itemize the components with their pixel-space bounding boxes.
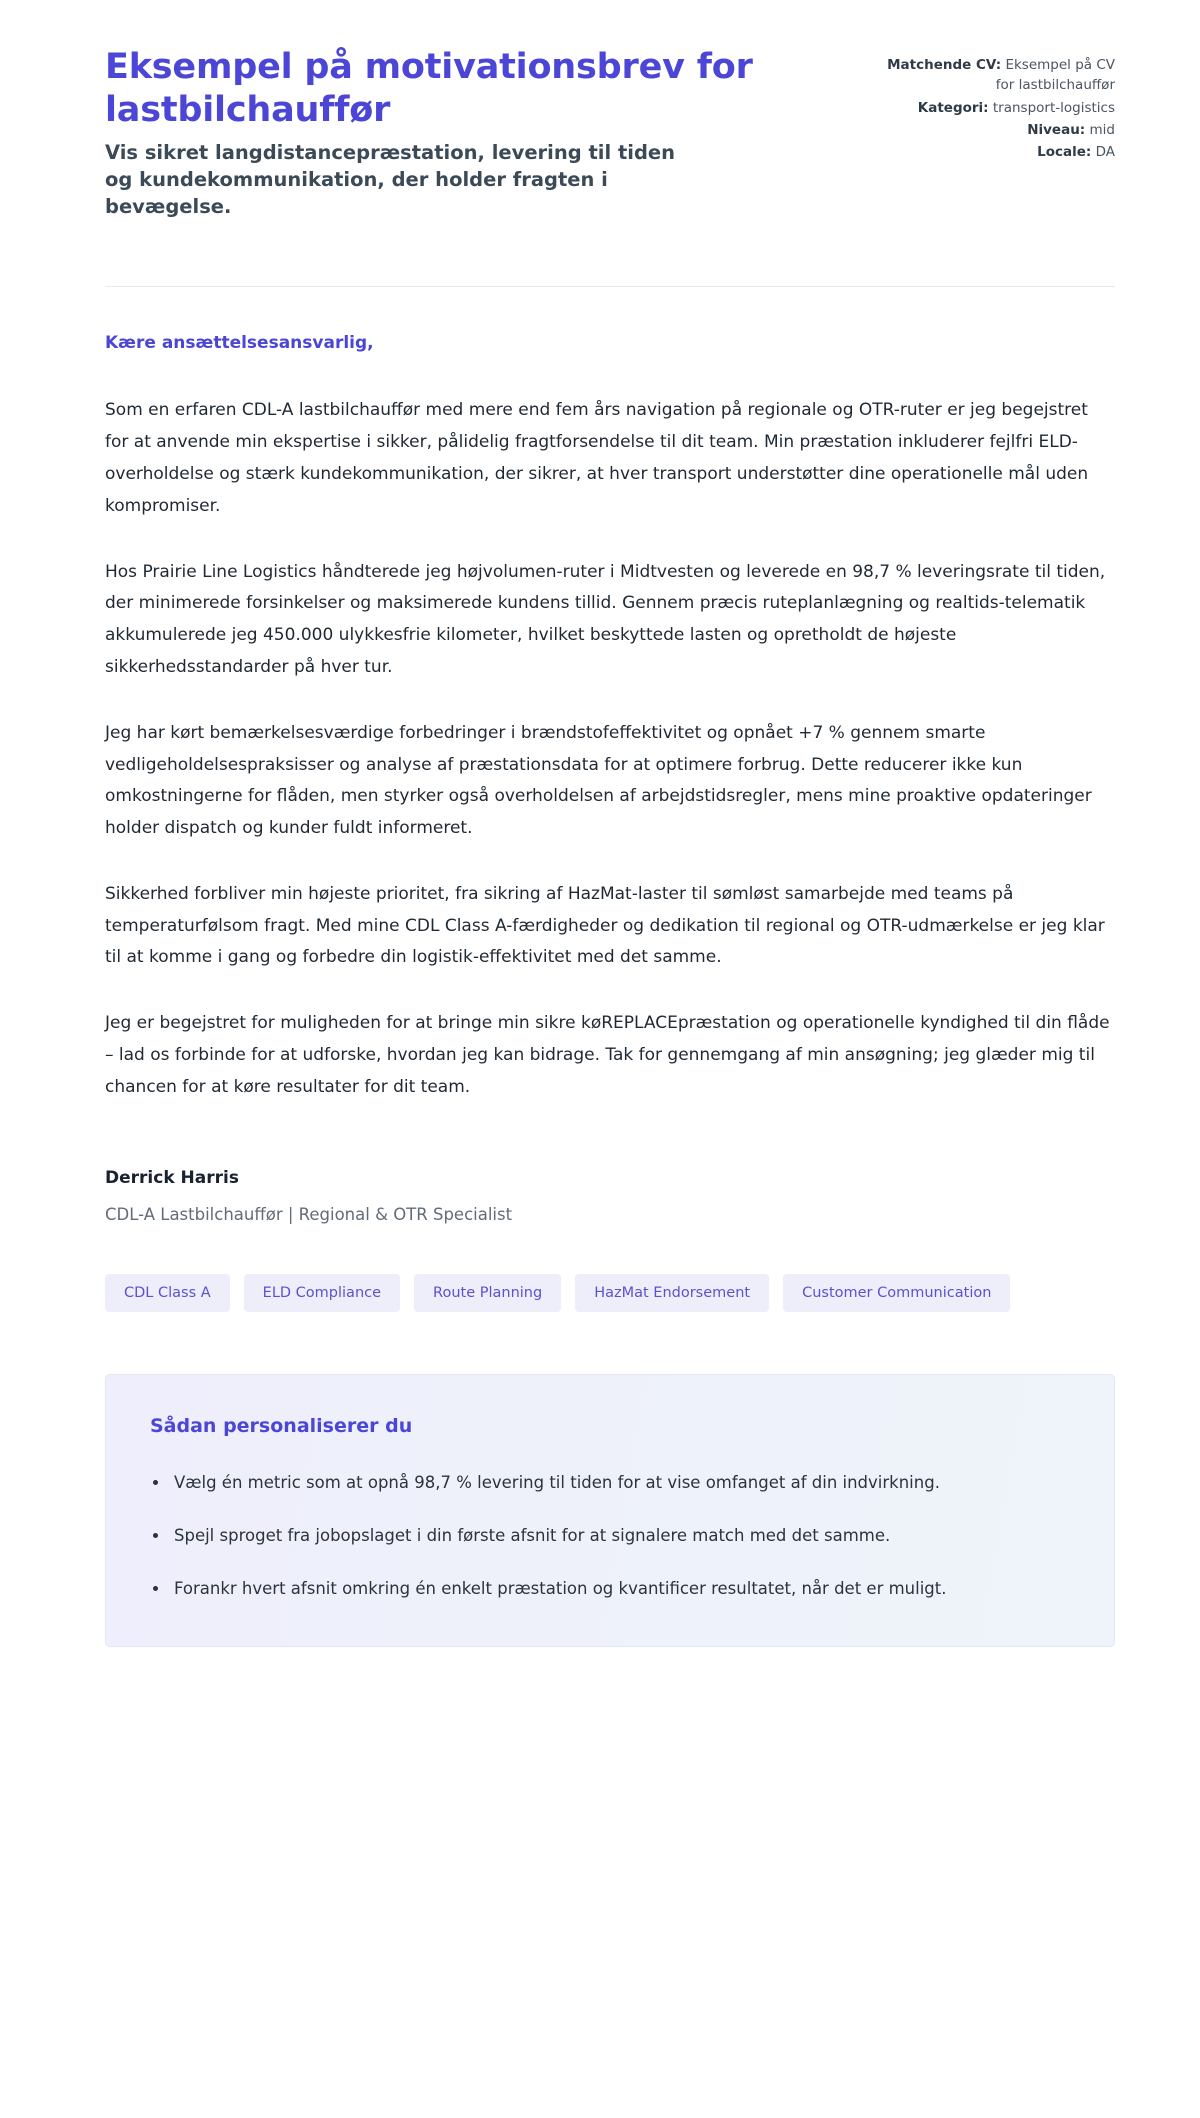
metadata-value: DA <box>1095 144 1115 160</box>
document-header <box>105 46 1115 220</box>
metadata-row-level <box>885 120 1115 140</box>
metadata-row-category <box>885 98 1115 118</box>
personalization-callout <box>105 1374 1115 1647</box>
metadata-label: Niveau: <box>1027 121 1086 138</box>
letter-paragraph: Jeg er begejstret for muligheden for at bringe min sikre køREPLACEpræstation og operationelle kyndighed til din flåde – lad os forbinde for at udforske, hvordan jeg kan bidrage. Tak for gennemgang af min ansøgning; jeg glæder mig til chancen for at køre resultater for dit team. <box>105 1013 1110 1097</box>
list-item: Forankr hvert afsnit omkring én enkelt præstation og kvantificer resultatet, når det er muligt. <box>150 1574 1050 1604</box>
document-metadata <box>885 46 1115 164</box>
letter-paragraph: Jeg har kørt bemærkelsesværdige forbedringer i brændstofeffektivitet og opnået +7 % gennem smarte vedligeholdelsespraksisser og analyse af præstationsdata for at optimere forbrug. Dette reducerer ikke kun omkostningerne for flåden, men styrker også overholdelsen af arbejdstidsregler, mens mine proaktive opdateringer holder dispatch og kunder fuldt informeret. <box>105 722 1092 839</box>
skill-tag[interactable]: CDL Class A <box>105 1274 230 1313</box>
signature-name: Derrick Harris <box>105 1167 239 1188</box>
metadata-label: Kategori: <box>917 99 989 116</box>
skill-tag[interactable]: Route Planning <box>414 1274 561 1313</box>
cover-letter-body <box>105 287 1115 1103</box>
list-item: Spejl sproget fra jobopslaget i din første afsnit for at signalere match med det samme. <box>150 1521 1050 1551</box>
metadata-row-matching-cv <box>885 55 1115 96</box>
metadata-label: Matchende CV: <box>887 57 1002 73</box>
letter-paragraph: Hos Prairie Line Logistics håndterede jeg højvolumen-ruter i Midtvesten og leverede en 98,7 % leveringsrate til tiden, der minimerede forsinkelser og maksimerede kundens tillid. Gennem præcis ruteplanlægning og realtids-telematik akkumulerede jeg 450.000 ulykkesfrie kilometer, hvilket beskyttede lasten og opretholdt de højeste sikkerhedsstandarder på hver tur. <box>105 561 1106 677</box>
signature-block <box>105 1168 1115 1224</box>
skill-tag[interactable]: HazMat Endorsement <box>575 1274 769 1313</box>
letter-paragraph: Sikkerhed forbliver min højeste prioritet, fra sikring af HazMat-laster til sømløst samarbejde med teams på temperaturfølsom fragt. Med mine CDL Class A-færdigheder og dedikation til regional og OTR-udmærkelse er jeg klar til at komme i gang og forbedre din logistik-effektivitet med det samme. <box>105 883 1105 968</box>
metadata-value: mid <box>1089 121 1115 138</box>
list-item: Vælg én metric som at opnå 98,7 % levering til tiden for at vise omfanget af din indvirkning. <box>150 1468 1050 1498</box>
skill-tag[interactable]: ELD Compliance <box>244 1274 400 1313</box>
callout-title: Sådan personaliserer du <box>150 1415 413 1438</box>
metadata-value: Eksempel på CV for lastbilchauffør <box>995 57 1115 94</box>
skill-tag[interactable]: Customer Communication <box>783 1274 1010 1313</box>
header-text-block <box>105 46 805 220</box>
callout-tip-list <box>150 1468 1070 1604</box>
metadata-value: transport-logistics <box>992 99 1115 116</box>
signature-role: CDL-A Lastbilchauffør | Regional & OTR Specialist <box>105 1204 513 1224</box>
metadata-label: Locale: <box>1037 144 1092 160</box>
page-title: Eksempel på motivationsbrev for lastbilchauffør <box>105 47 753 130</box>
letter-paragraph: Som en erfaren CDL-A lastbilchauffør med mere end fem års navigation på regionale og OTR-ruter er jeg begejstret for at anvende min ekspertise i sikker, pålidelig fragtforsendelse til dit team. Min præstation inkluderer fejlfri ELD-overholdelse og stærk kundekommunikation, der sikrer, at hver transport understøtter dine operationelle mål uden kompromiser. <box>105 400 1089 516</box>
page-subtitle: Vis sikret langdistancepræstation, levering til tiden og kundekommunikation, der holder fragten i bevægelse. <box>105 141 676 218</box>
metadata-row-locale <box>885 142 1115 162</box>
skill-tag-list <box>105 1274 1115 1313</box>
letter-salutation: Kære ansættelsesansvarlig, <box>105 333 374 354</box>
